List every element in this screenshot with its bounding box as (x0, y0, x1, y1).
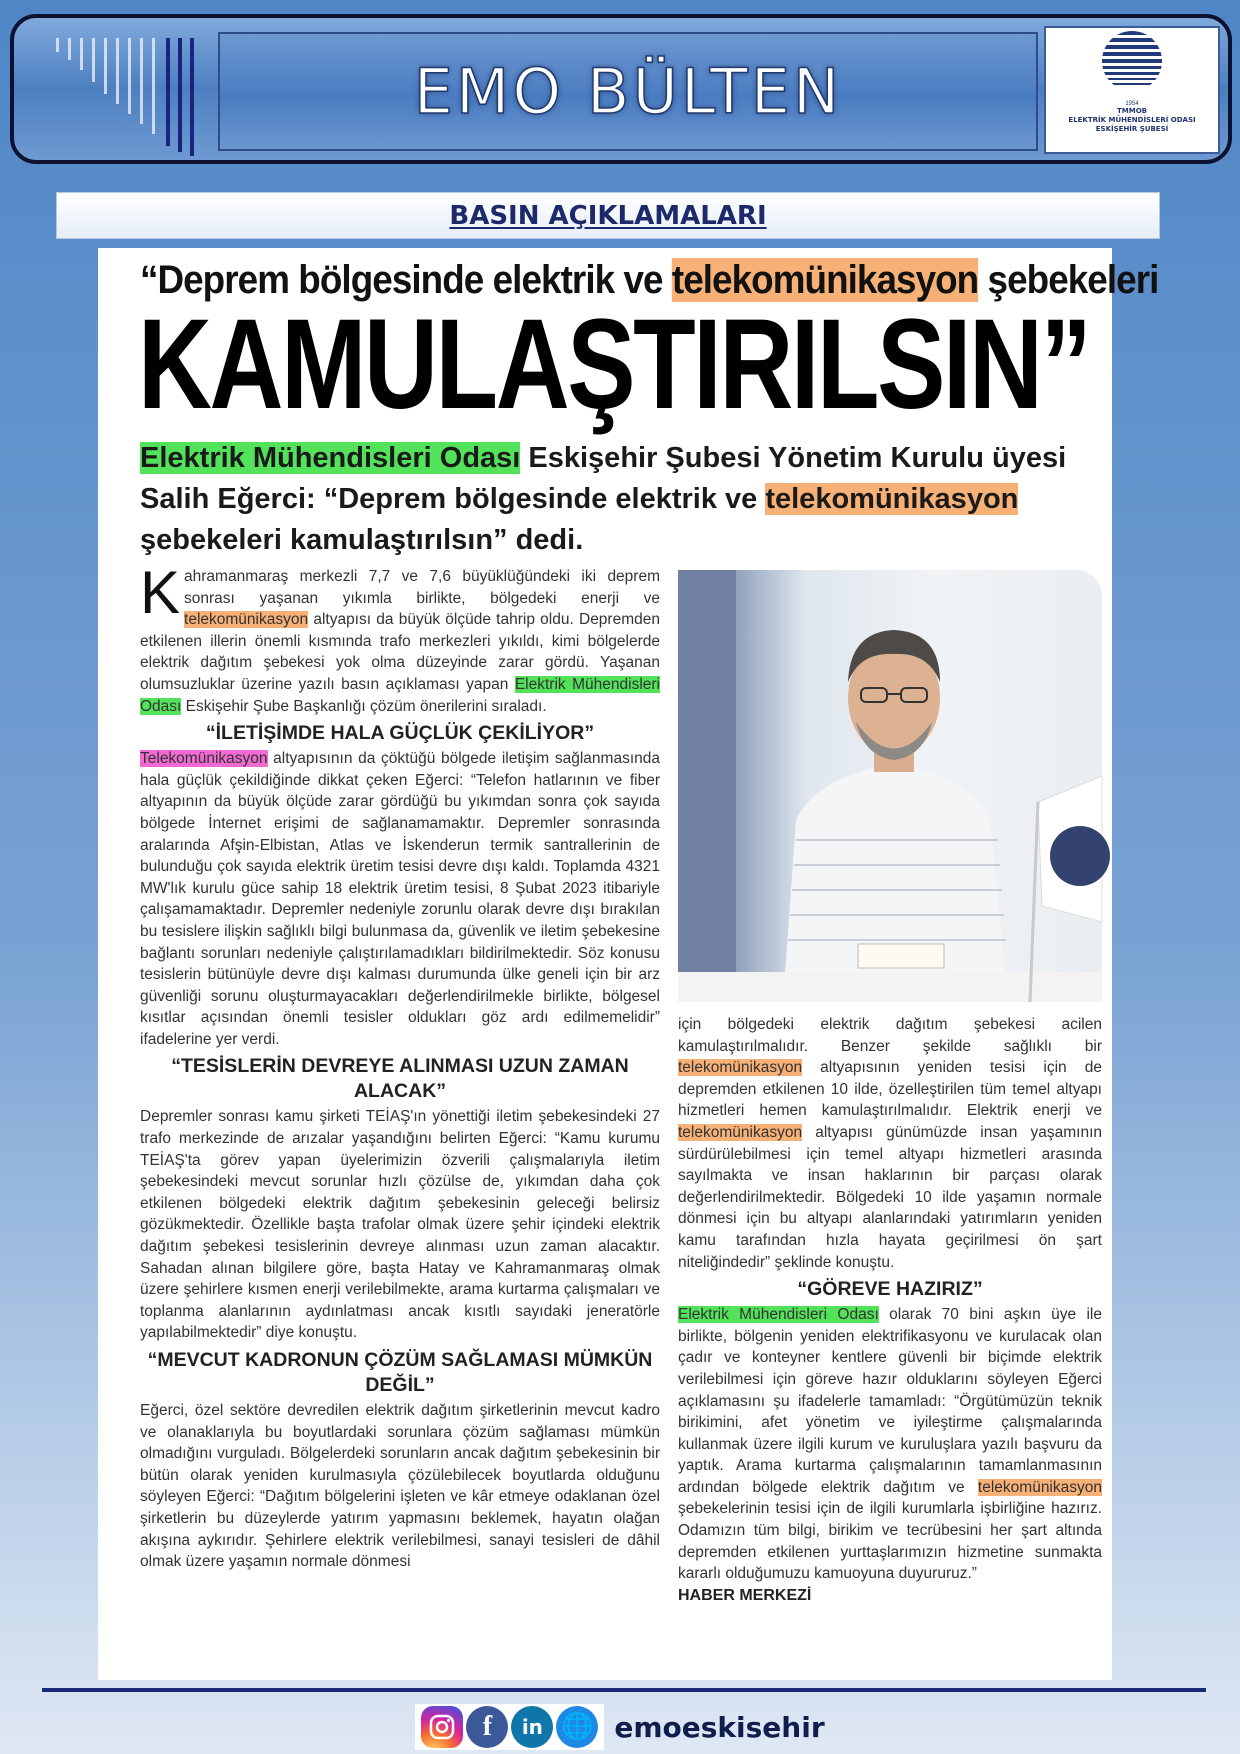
logo-year: 1954 (1125, 101, 1139, 107)
headline-main: KAMULAŞTIRILSIN” (138, 293, 1090, 436)
section4-heading: “GÖREVE HAZIRIZ” (797, 1278, 983, 1301)
right-highlight-1: telekomünikasyon (678, 1059, 803, 1077)
bulletin-title: EMO BÜLTEN (413, 55, 843, 128)
dropcap: K (140, 559, 181, 626)
article-signature: HABER MERKEZİ (678, 1586, 812, 1604)
social-links (415, 1704, 604, 1750)
person-illustration (678, 570, 1102, 1002)
section1-text: altyapısının da çöktüğü bölgede iletişim sağlanmasında hala güçlük çekildiğinde dikkat çeken Eğerci: “Telefon hatlarının ve fiber altyapının da büyük ölçüde zarar gördüğü bu yıkımdan sonra çok sayıda bölgede İnternet erişimi de sağlanamamaktır. Depremler sonrasında aralarında Afşin-Elbistan, Atlas ve İskenderun termik santrallerinin de bulunduğu çok sayıda elektrik üretim tesisi devre dışı kaldı. Toplamda 4321 MW'lık kurulu güce sahip 18 elektrik üretim tesisi, 8 Şubat 2023 itibariyle çalışamamaktadır. Depremler nedeniyle zorunlu olarak devre dışı bırakılan bu tesislere ilişkin sağlıklı bilgi bulunmasa da, güvenlik ve iletim şebekesine bağlantı sorunları nedeniyle çalıştırılamadıkları bildirilmektedir. Söz konusu tesislerin bütünüyle devre dışı kalması durumunda ülke geneli için bir arz güvenliği sorunu oluşturmayacakları değerlendirilmekle birlikte, bölgesel kısıtlar açısından önemli tesisler oldukları göz ardı edilmemelidir” ifadelerine yer verdi. (140, 750, 660, 1048)
right-highlight-2: telekomünikasyon (678, 1123, 803, 1141)
decorative-stripes (48, 38, 218, 156)
section2-heading: “TESİSLERİN DEVREYE ALINMASI UZUN ZAMAN ALACAK” (171, 1055, 629, 1103)
emo-logo (1044, 26, 1220, 154)
section1-paragraph (140, 748, 660, 1050)
section3-paragraph: Eğerci, özel sektöre devredilen elektrik dağıtım şirketlerinin mevcut kadro ve olanaklarıyla bu boyutlardaki sorunlara çözüm sağlaması mümkün olmadığını vurguladı. Bölgelerdeki sorunların ancak dağıtım şebekesinin bir bütün olarak yeniden kurulmasıyla çözülebilecek boyutlarda olduğunu söyleyen Eğerci: “Dağıtım bölgelerini işleten ve kâr etmeye odaklanan özel şirketlerin bu düzeylerde yatırım yapmasını beklemek, hayatın olağan akışına aykırıdır. Şehirlere elektrik verilebilmesi, sanayi tesisleri de dâhil olmak üzere yaşamın normale dönmesi (140, 1402, 660, 1571)
portrait-photo (678, 570, 1102, 1002)
intro-text-3: Eskişehir Şube Başkanlığı çözüm önerilerini sıraladı. (181, 697, 547, 715)
instagram-icon[interactable] (421, 1706, 463, 1748)
title-panel (218, 32, 1038, 151)
section1-highlight: Telekomünikasyon (140, 750, 268, 768)
article-left-column (140, 559, 660, 1573)
article-right-column (678, 1014, 1102, 1606)
linkedin-icon[interactable] (511, 1706, 553, 1748)
facebook-icon[interactable] (466, 1706, 508, 1748)
intro-highlight: telekomünikasyon (184, 611, 309, 629)
linkedin-glyph: in (521, 1715, 543, 1739)
facebook-glyph: f (482, 1711, 493, 1742)
web-icon[interactable] (556, 1706, 598, 1748)
subhead-org: Elektrik Mühendisleri Odası (140, 442, 521, 474)
press-article (98, 248, 1159, 1680)
section4-text: olarak 70 bini aşkın üye ile birlikte, bölgenin yeniden elektrifikasyonu ve kurulacak olan çadır ve konteyner kentlere güvenli bir biçimde elektrik verilebilmesi için göreve hazır olduklarını söyleyen Eğerci açıklamasını şu ifadelerle tamamladı: “Örgütümüzün teknik birikimini, afet yönetim ve iyileştirme çalışmalarında kullanmak üzere ilgili kurum ve kuruluşlara yazılı başvuru da yaptık. Arama kurtarma çalışmalarının tamamlanmasının ardından bölgede elektrik dağıtım ve (678, 1306, 1102, 1496)
headline-highlight: telekomünikasyon (671, 258, 979, 302)
section4-text-2: şebekelerinin tesisi için de ilgili kurumlarla işbirliğine hazırız. Odamızın tüm bilgi, birikim ve tecrübesini her şart altında depremden etkilenen yurttaşlarımızın hizmetine sunmakta kararlı olduğumuzu kamuoyuna duyururuz.” (678, 1500, 1102, 1583)
web-glyph: 🌐 (561, 1712, 594, 1742)
intro-text: ahramanmaraş merkezli 7,7 ve 7,6 büyüklüğündeki iki deprem sonrası yaşanan yıkımla birlikte, bölgedeki enerji ve (184, 568, 660, 607)
section4-paragraph (678, 1304, 1102, 1585)
subhead-text: Eskişehir Şubesi Yönetim Kurulu üyesi Salih Eğerci: “Deprem bölgesinde elektrik ve (140, 442, 1067, 515)
right-continuation (678, 1014, 1102, 1273)
section4-highlight: telekomünikasyon (977, 1478, 1102, 1496)
intro-paragraph (140, 559, 660, 717)
article-subhead (140, 438, 1100, 561)
intro-text-2: altyapısı da büyük ölçüde tahrip oldu. Depremden etkilenen illerin önemli kısmında trafo merkezleri yıkıldı, kimi bölgelerde elektrik dağıtım şebekesi yok olma düzeyinde zarar gördü. Yaşanan olumsuzluklar üzerine yazılı basın açıklaması yapan (140, 611, 660, 693)
right-text: için bölgedeki elektrik dağıtım şebekesi acilen kamulaştırılmalıdır. Benzer şekilde sağlıklı bir (678, 1016, 1102, 1055)
social-handle[interactable]: emoeskisehir (614, 1710, 825, 1744)
section-title: BASIN AÇIKLAMALARI (449, 200, 767, 231)
section-bar (56, 192, 1160, 239)
section2-paragraph: Depremler sonrası kamu şirketi TEİAŞ'ın yönettiği iletim şebekesindeki 27 trafo merkezinde de arızalar yaşandığını belirten Eğerci: “Kamu kurumu TEİAŞ'ta görev yapan üyelerimizin özverili çalışmalarıyla iletim şebekesindeki mevcut sorunlar hızlı çözülse de, yıkımdan daha çok etkilenen bölgedeki elektrik dağıtım şebekesinin geleceği belirsiz gözükmektedir. Özellikle başta trafolar olmak üzere şehir içindeki elektrik dağıtım şebekesi tesislerinin devreye alınması uzun zaman alacaktır. Sahadan alınan bilgilere göre, başta Hatay ve Kahramanmaraş olmak üzere şehirlere kısmen enerji verilebilmekte, arama kurtarma çalışmaları ve toplanma alanlarının aydınlatması ancak kısıtlı sayıdaki jeneratörle yapılabilmektedir” diye konuştu. (140, 1108, 660, 1342)
right-text-2: altyapısının yeniden tesisi için de depremden etkilenen 10 ilde, özelleştirilen tüm temel altyapı hizmetleri hemen kamulaştırılmalıdır. Elektrik enerji ve (678, 1059, 1102, 1120)
section4-org: Elektrik Mühendisleri Odası (678, 1306, 879, 1324)
headline-text: “Deprem bölgesinde elektrik ve (140, 258, 672, 302)
logo-line-org: ELEKTRİK MÜHENDİSLERİ ODASI (1068, 116, 1196, 124)
headline-text-end: şebekeleri (978, 258, 1159, 302)
logo-line-tmmob: TMMOB (1117, 107, 1147, 115)
logo-line-branch: ESKİŞEHİR ŞUBESİ (1095, 125, 1169, 133)
subhead-text-end: şebekeleri kamulaştırılsın” dedi. (140, 524, 584, 556)
section3-heading: “MEVCUT KADRONUN ÇÖZÜM SAĞLAMASI MÜMKÜN DEĞİL” (147, 1349, 653, 1396)
subhead-highlight: telekomünikasyon (765, 483, 1019, 515)
bulletin-header (10, 14, 1232, 164)
intro-org: Elektrik Mühendisleri Odası (140, 675, 660, 715)
right-text-3: altyapısı günümüzde insan yaşamının sürdürülebilmesi için temel altyapı hizmetleri arasında sayılmakta ve insan haklarının bir parçası olarak değerlendirilmektedir. Bölgedeki 10 ilde yaşamın normale dönmesi için bu altyapı alanlarındaki yatırımların yeniden kamu tarafından hızla hayata geçirilmesi ön şart niteliğindedir” şeklinde konuştu. (678, 1123, 1102, 1271)
section1-heading: “İLETİŞİMDE HALA GÜÇLÜK ÇEKİLİYOR” (205, 722, 595, 745)
footer-divider (42, 1688, 1206, 1692)
footer (0, 1700, 1240, 1754)
emo-globe-icon (1099, 28, 1165, 98)
